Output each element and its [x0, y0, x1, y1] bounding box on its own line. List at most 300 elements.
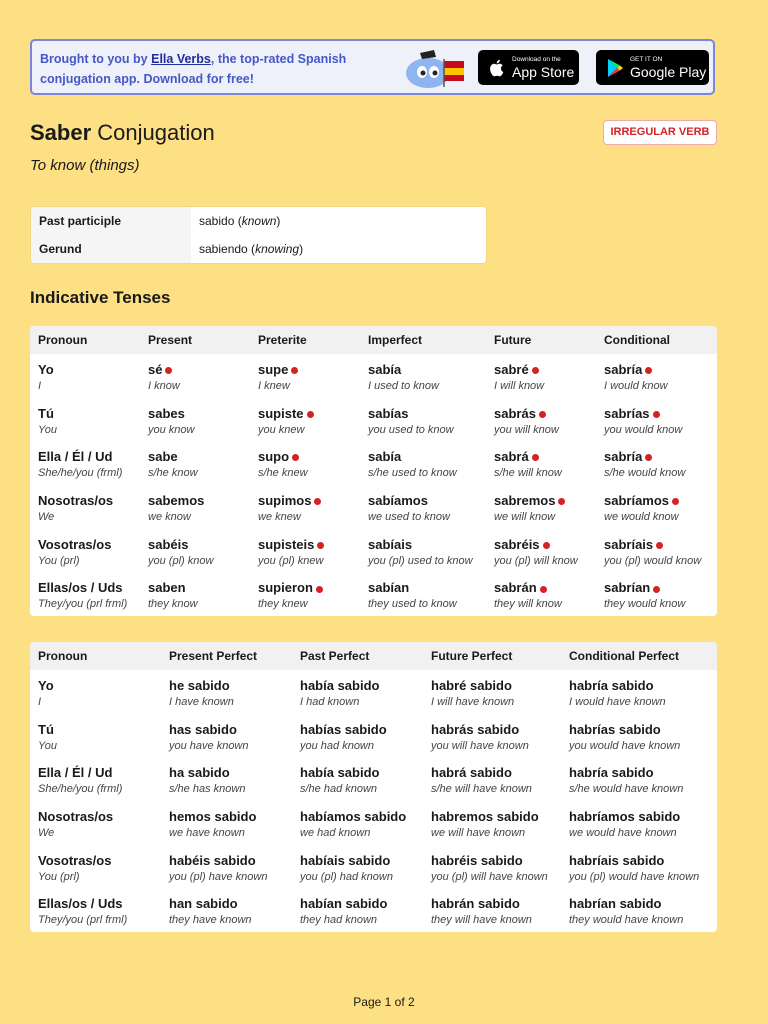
table-row [30, 714, 717, 758]
conjugation-form [169, 853, 292, 868]
column-header: Future Perfect [431, 649, 513, 663]
conjugation-form [148, 449, 250, 464]
pronoun-cell [30, 888, 161, 932]
pronoun-translation: They/you (prl frml) [38, 598, 128, 611]
conjugation-text: sabría [604, 362, 643, 377]
conjugation-form [169, 678, 292, 693]
table-row [30, 801, 717, 845]
conjugation-translation: I would know [604, 380, 668, 392]
conjugation-cell [140, 572, 250, 616]
conjugation-form [148, 362, 250, 377]
irregular-marker-icon [645, 454, 652, 461]
table-row [30, 845, 717, 889]
promo-banner [30, 39, 715, 95]
conjugation-cell [292, 714, 423, 758]
conjugation-form [148, 406, 250, 421]
table-row [30, 354, 717, 398]
conjugation-text: habrá sabido [431, 765, 512, 781]
conjugation-cell [292, 801, 423, 845]
conjugation-text: sabías [368, 405, 409, 421]
conjugation-form [604, 362, 717, 377]
conjugation-translation: you (pl) will know [494, 554, 578, 567]
past-participle-row: Past participle sabido (known) [31, 207, 486, 235]
conjugation-text: sabéis [148, 536, 189, 552]
conjugation-form [148, 537, 250, 552]
conjugation-form [169, 809, 292, 824]
conjugation-form [169, 896, 292, 911]
pronoun-translation: We [38, 827, 55, 840]
conjugation-text: supiste [258, 405, 304, 421]
conjugation-cell [423, 801, 561, 845]
conjugation-text: sabíais [368, 536, 413, 552]
conjugation-translation: we knew [258, 511, 301, 524]
pronoun-cell [30, 757, 161, 801]
conjugation-cell [561, 801, 717, 845]
pronoun-translation: She/he/you (frml) [38, 467, 123, 480]
pronoun-translation: I [38, 696, 42, 708]
conjugation-form [569, 896, 717, 911]
conjugation-cell [360, 354, 486, 398]
pronoun: Tú [38, 405, 54, 421]
page-number: Page 1 of 2 [353, 995, 415, 1009]
google-play-button[interactable]: GET IT ON Google Play [596, 50, 709, 85]
pronoun-translation: You (prl) [38, 870, 80, 883]
pronoun: Ellas/os / Uds [38, 896, 123, 912]
conjugation-text: supimos [258, 493, 312, 509]
conjugation-translation: they had known [300, 914, 378, 927]
irregular-marker-icon [653, 586, 660, 593]
conjugation-text: habría sabido [569, 678, 654, 693]
irregular-marker-icon [656, 542, 663, 549]
conjugation-translation: s/he would have known [569, 783, 684, 796]
conjugation-text: sabrían [604, 580, 651, 596]
pronoun: Vosotras/os [38, 536, 112, 552]
conjugation-form [169, 722, 292, 737]
conjugation-form [569, 722, 717, 737]
irregular-marker-icon [317, 542, 324, 549]
pronoun: Vosotras/os [38, 852, 112, 868]
conjugation-translation: you have known [169, 739, 249, 752]
section-title: Indicative Tenses [30, 288, 171, 307]
pronoun-translation: We [38, 511, 55, 524]
conjugation-form [368, 493, 486, 508]
conjugation-translation: you would have known [569, 739, 681, 752]
column-header: Conditional Perfect [569, 649, 680, 663]
conjugation-translation: they would know [604, 598, 686, 611]
conjugation-text: sabemos [148, 493, 205, 509]
conjugation-cell [161, 757, 292, 801]
column-header: Pronoun [38, 649, 88, 663]
conjugation-form [569, 853, 717, 868]
conjugation-text: sabréis [494, 536, 540, 552]
conjugation-translation: we would have known [569, 827, 677, 840]
irregular-marker-icon [558, 498, 565, 505]
irregular-marker-icon [645, 367, 652, 374]
pronoun-cell [30, 670, 161, 714]
conjugation-cell [292, 845, 423, 889]
pronoun: Ella / Él / Ud [38, 765, 113, 781]
conjugation-cell [140, 398, 250, 442]
conjugation-translation: I would have known [569, 696, 666, 708]
conjugation-cell [140, 485, 250, 529]
pronoun: Yo [38, 362, 54, 377]
irregular-marker-icon [543, 542, 550, 549]
conjugation-text: habrías sabido [569, 721, 661, 737]
conjugation-translation: we had known [300, 827, 371, 840]
irregular-marker-icon [540, 586, 547, 593]
table-row [30, 888, 717, 932]
conjugation-form [604, 580, 717, 595]
conjugation-text: habíamos sabido [300, 809, 407, 825]
table-header-row [30, 642, 717, 670]
conjugation-cell [486, 529, 596, 573]
conjugation-form [258, 406, 360, 421]
pronoun-translation: I [38, 380, 42, 392]
conjugation-translation: they know [148, 598, 198, 611]
conjugation-translation: we have known [169, 827, 245, 840]
conjugation-form [431, 678, 561, 693]
conjugation-form [569, 809, 717, 824]
conjugation-translation: we will have known [431, 827, 526, 840]
table-row [30, 441, 717, 485]
conjugation-translation: you will have known [431, 739, 529, 752]
conjugation-cell [561, 845, 717, 889]
conjugation-cell [596, 529, 717, 573]
conjugation-cell [161, 714, 292, 758]
conjugation-text: sabía [368, 449, 402, 465]
pronoun-cell [30, 398, 140, 442]
conjugation-cell [561, 670, 717, 714]
conjugation-text: supieron [258, 580, 313, 596]
conjugation-form [300, 765, 423, 780]
conjugation-cell [561, 757, 717, 801]
pronoun-cell [30, 485, 140, 529]
conjugation-form [258, 493, 360, 508]
conjugation-cell [423, 670, 561, 714]
promo-text: Brought to you by Ella Verbs, the top-rated Spanish conjugation app. Download for free! [40, 52, 347, 86]
irregular-marker-icon [672, 498, 679, 505]
conjugation-text: sabríamos [604, 493, 670, 509]
page-title: Saber Conjugation [30, 120, 215, 145]
conjugation-translation: s/he had known [300, 783, 378, 796]
google-play-icon [606, 58, 624, 78]
conjugation-translation: I knew [258, 380, 290, 392]
conjugation-translation: I have known [169, 696, 234, 708]
conjugation-form [604, 537, 717, 552]
conjugation-form [368, 580, 486, 595]
conjugation-text: sabían [368, 580, 410, 596]
conjugation-cell [250, 529, 360, 573]
conjugation-form [494, 493, 596, 508]
irregular-marker-icon [532, 367, 539, 374]
conjugation-cell [423, 845, 561, 889]
conjugation-text: sabía [368, 362, 402, 377]
conjugation-translation: you would know [604, 423, 683, 436]
conjugation-text: has sabido [169, 721, 237, 737]
conjugation-translation: s/he would know [604, 467, 686, 480]
conjugation-form [431, 853, 561, 868]
conjugation-cell [161, 845, 292, 889]
conjugation-form [368, 537, 486, 552]
app-store-button[interactable]: Download on the App Store [478, 50, 579, 85]
conjugation-translation: they used to know [368, 598, 457, 611]
conjugation-translation: they will have known [431, 914, 532, 927]
conjugation-text: sabrá [494, 449, 529, 465]
conjugation-translation: we used to know [368, 511, 450, 524]
conjugation-form [300, 809, 423, 824]
conjugation-text: sabe [148, 449, 178, 465]
conjugation-cell [360, 485, 486, 529]
conjugation-form [148, 580, 250, 595]
table-row [30, 572, 717, 616]
pronoun-translation: They/you (prl frml) [38, 914, 128, 927]
conjugation-translation: you know [148, 423, 195, 436]
conjugation-text: sabría [604, 449, 643, 465]
verb-forms-table [30, 206, 487, 264]
gerund-row: Gerund sabiendo (knowing) [31, 235, 486, 263]
conjugation-form [300, 678, 423, 693]
conjugation-translation: you will know [494, 423, 559, 436]
conjugation-cell [292, 670, 423, 714]
conjugation-text: habréis sabido [431, 852, 523, 868]
conjugation-text: sabes [148, 405, 185, 421]
conjugation-cell [486, 485, 596, 529]
conjugation-text: sabrás [494, 405, 536, 421]
conjugation-cell [292, 888, 423, 932]
pronoun: Ellas/os / Uds [38, 580, 123, 596]
conjugation-cell [250, 485, 360, 529]
conjugation-cell [596, 441, 717, 485]
table-row [30, 398, 717, 442]
conjugation-text: habremos sabido [431, 809, 539, 825]
column-header: Imperfect [368, 333, 423, 347]
conjugation-translation: they knew [258, 598, 308, 611]
conjugation-text: supo [258, 449, 290, 465]
conjugation-translation: we know [148, 511, 191, 524]
conjugation-translation: I used to know [368, 380, 439, 392]
table-row [30, 670, 717, 714]
conjugation-cell [250, 572, 360, 616]
conjugation-translation: you (pl) used to know [368, 554, 473, 567]
conjugation-translation: you (pl) would have known [569, 870, 700, 883]
perfect-tenses-table [30, 642, 717, 932]
column-header: Preterite [258, 333, 307, 347]
table-row [30, 485, 717, 529]
conjugation-text: habrán sabido [431, 896, 520, 912]
conjugation-form [258, 537, 360, 552]
conjugation-form [494, 362, 596, 377]
pronoun: Tú [38, 721, 54, 737]
conjugation-form [258, 449, 360, 464]
conjugation-text: saben [148, 580, 186, 596]
conjugation-cell [250, 354, 360, 398]
conjugation-cell [596, 485, 717, 529]
conjugation-translation: they have known [169, 914, 252, 927]
pronoun-translation: She/he/you (frml) [38, 783, 123, 796]
conjugation-text: han sabido [169, 896, 238, 912]
conjugation-form [368, 406, 486, 421]
conjugation-translation: you (pl) would know [604, 554, 702, 567]
conjugation-form [368, 362, 486, 377]
conjugation-translation: you (pl) will have known [431, 870, 548, 883]
conjugation-cell [161, 801, 292, 845]
conjugation-text: habríais sabido [569, 852, 665, 868]
pronoun-translation: You (prl) [38, 554, 80, 567]
conjugation-cell [561, 888, 717, 932]
conjugation-text: habríamos sabido [569, 809, 681, 825]
conjugation-translation: s/he knew [258, 467, 308, 480]
conjugation-text: hemos sabido [169, 809, 257, 825]
conjugation-translation: you (pl) know [148, 554, 214, 567]
pronoun-cell [30, 529, 140, 573]
conjugation-cell [486, 441, 596, 485]
conjugation-form [604, 449, 717, 464]
ella-verbs-link[interactable]: Ella Verbs [151, 52, 211, 66]
pronoun-cell [30, 354, 140, 398]
conjugation-cell [596, 398, 717, 442]
table-header-row [30, 326, 717, 354]
conjugation-text: había sabido [300, 765, 380, 781]
conjugation-form [569, 678, 717, 693]
conjugation-text: habíais sabido [300, 852, 391, 868]
conjugation-form [604, 493, 717, 508]
conjugation-translation: you knew [258, 423, 305, 436]
conjugation-translation: we will know [494, 511, 556, 524]
column-header: Pronoun [38, 333, 88, 347]
conjugation-text: sabré [494, 362, 529, 377]
pronoun-translation: You [38, 423, 57, 436]
conjugation-form [431, 809, 561, 824]
conjugation-form [494, 406, 596, 421]
conjugation-text: había sabido [300, 678, 380, 693]
conjugation-cell [596, 354, 717, 398]
conjugation-translation: I will know [494, 380, 545, 392]
conjugation-translation: s/he used to know [368, 467, 457, 480]
irregular-verb-badge: IRREGULAR VERB [603, 120, 717, 145]
conjugation-cell [423, 888, 561, 932]
pronoun-cell [30, 845, 161, 889]
conjugation-cell [360, 441, 486, 485]
pronoun: Nosotras/os [38, 493, 114, 509]
conjugation-text: sabrías [604, 405, 650, 421]
conjugation-form [494, 537, 596, 552]
pronoun: Ella / Él / Ud [38, 449, 113, 465]
conjugation-form [604, 406, 717, 421]
conjugation-translation: s/he know [148, 467, 198, 480]
conjugation-form [258, 580, 360, 595]
conjugation-translation: you had known [300, 739, 374, 752]
irregular-marker-icon [307, 411, 314, 418]
conjugation-form [431, 722, 561, 737]
column-header: Conditional [604, 333, 670, 347]
conjugation-form [300, 722, 423, 737]
conjugation-text: habrás sabido [431, 721, 520, 737]
conjugation-translation: we would know [604, 511, 679, 524]
simple-tenses-table [30, 326, 717, 616]
conjugation-form [569, 765, 717, 780]
conjugation-cell [292, 757, 423, 801]
conjugation-cell [360, 572, 486, 616]
conjugation-translation: you (pl) have known [169, 870, 268, 883]
conjugation-translation: s/he has known [169, 783, 246, 796]
conjugation-text: sabíamos [368, 493, 428, 509]
pronoun-cell [30, 801, 161, 845]
conjugation-translation: you used to know [368, 423, 454, 436]
conjugation-translation: you (pl) had known [300, 870, 393, 883]
table-row [30, 529, 717, 573]
conjugation-cell [423, 714, 561, 758]
conjugation-text: habéis sabido [169, 852, 256, 868]
irregular-marker-icon [314, 498, 321, 505]
conjugation-cell [360, 398, 486, 442]
column-header: Past Perfect [300, 649, 370, 663]
conjugation-cell [140, 529, 250, 573]
column-header: Future [494, 333, 532, 347]
conjugation-cell [423, 757, 561, 801]
conjugation-translation: s/he will know [494, 467, 562, 480]
pronoun: Nosotras/os [38, 809, 114, 825]
conjugation-cell [250, 441, 360, 485]
conjugation-translation: I will have known [431, 696, 515, 708]
conjugation-form [148, 493, 250, 508]
column-header: Present Perfect [169, 649, 258, 663]
conjugation-form [494, 449, 596, 464]
conjugation-translation: I know [148, 380, 180, 392]
irregular-marker-icon [532, 454, 539, 461]
conjugation-text: habría sabido [569, 765, 654, 781]
conjugation-text: supisteis [258, 536, 315, 552]
conjugation-text: ha sabido [169, 765, 230, 781]
conjugation-form [431, 896, 561, 911]
conjugation-text: habrían sabido [569, 896, 662, 912]
conjugation-form [258, 362, 360, 377]
conjugation-cell [486, 572, 596, 616]
conjugation-cell [250, 398, 360, 442]
conjugation-text: habían sabido [300, 896, 388, 912]
conjugation-cell [596, 572, 717, 616]
conjugation-cell [486, 354, 596, 398]
conjugation-text: habías sabido [300, 721, 387, 737]
column-header: Present [148, 333, 193, 347]
conjugation-text: sabríais [604, 536, 654, 552]
table-row [30, 757, 717, 801]
conjugation-form [300, 896, 423, 911]
irregular-marker-icon [539, 411, 546, 418]
conjugation-translation: they will know [494, 598, 562, 611]
pronoun-translation: You [38, 739, 57, 752]
conjugation-text: sé [148, 362, 163, 377]
conjugation-cell [161, 888, 292, 932]
conjugation-cell [486, 398, 596, 442]
conjugation-cell [360, 529, 486, 573]
conjugation-form [431, 765, 561, 780]
mascot-icon [404, 47, 468, 91]
conjugation-cell [161, 670, 292, 714]
irregular-marker-icon [316, 586, 323, 593]
conjugation-cell [561, 714, 717, 758]
pronoun-cell [30, 572, 140, 616]
apple-icon [488, 58, 506, 78]
irregular-marker-icon [292, 454, 299, 461]
irregular-marker-icon [165, 367, 172, 374]
conjugation-form [494, 580, 596, 595]
conjugation-text: supe [258, 362, 289, 377]
conjugation-text: sabrán [494, 580, 537, 596]
conjugation-text: habré sabido [431, 678, 512, 693]
irregular-marker-icon [653, 411, 660, 418]
conjugation-text: he sabido [169, 678, 230, 693]
pronoun-cell [30, 714, 161, 758]
